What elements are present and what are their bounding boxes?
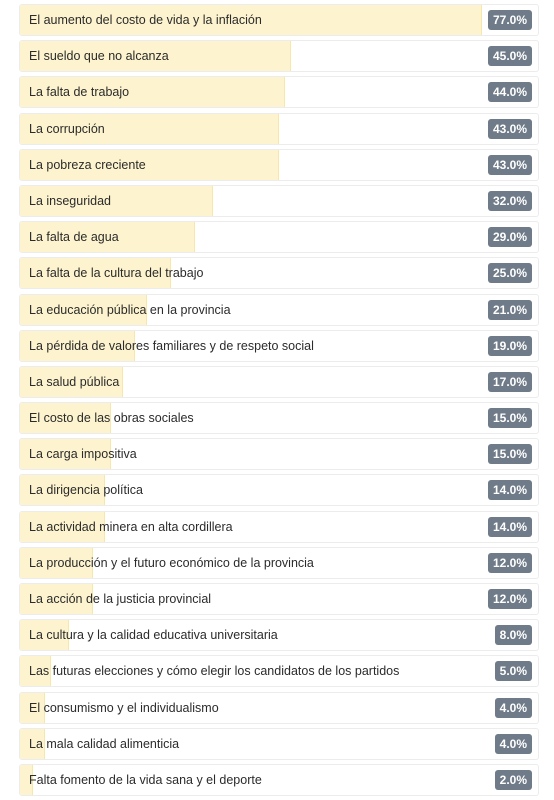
poll-results-list bbox=[19, 4, 539, 800]
result-row bbox=[19, 438, 539, 470]
percentage-badge: 12.0% bbox=[488, 589, 532, 609]
result-row bbox=[19, 294, 539, 326]
result-row bbox=[19, 149, 539, 181]
percentage-badge: 5.0% bbox=[495, 661, 532, 681]
result-label: La dirigencia política bbox=[29, 483, 143, 498]
percentage-badge: 25.0% bbox=[488, 263, 532, 283]
result-label: Las futuras elecciones y cómo elegir los candidatos de los partidos bbox=[29, 664, 400, 679]
percentage-badge: 43.0% bbox=[488, 155, 532, 175]
result-label: Falta fomento de la vida sana y el deporte bbox=[29, 772, 262, 787]
result-label: La mala calidad alimenticia bbox=[29, 736, 180, 751]
percentage-badge: 29.0% bbox=[488, 227, 532, 247]
result-row bbox=[19, 619, 539, 651]
percentage-badge: 21.0% bbox=[488, 300, 532, 320]
result-row bbox=[19, 692, 539, 724]
result-label: La actividad minera en alta cordillera bbox=[29, 519, 233, 534]
result-row bbox=[19, 402, 539, 434]
percentage-badge: 12.0% bbox=[488, 553, 532, 573]
result-label: La carga impositiva bbox=[29, 447, 137, 462]
result-row bbox=[19, 257, 539, 289]
result-row bbox=[19, 547, 539, 579]
percentage-badge: 4.0% bbox=[495, 698, 532, 718]
percentage-badge: 14.0% bbox=[488, 480, 532, 500]
result-label: El aumento del costo de vida y la inflación bbox=[29, 13, 262, 27]
result-row bbox=[19, 185, 539, 217]
result-label: La inseguridad bbox=[29, 193, 112, 208]
percentage-badge: 14.0% bbox=[488, 517, 532, 537]
percentage-badge: 2.0% bbox=[495, 770, 532, 790]
result-row bbox=[19, 113, 539, 145]
result-row bbox=[19, 655, 539, 687]
percentage-badge: 4.0% bbox=[495, 734, 532, 754]
result-label: La cultura y la calidad educativa universitaria bbox=[29, 628, 278, 643]
result-label: La falta de la cultura del trabajo bbox=[29, 266, 204, 281]
percentage-badge: 8.0% bbox=[495, 625, 532, 645]
percentage-badge: 77.0% bbox=[488, 10, 532, 30]
result-row bbox=[19, 221, 539, 253]
result-label: La producción y el futuro económico de la provincia bbox=[29, 555, 314, 570]
result-label: La falta de trabajo bbox=[29, 85, 130, 100]
percentage-badge: 15.0% bbox=[488, 444, 532, 464]
percentage-badge: 43.0% bbox=[488, 119, 532, 139]
result-label: La acción de la justicia provincial bbox=[29, 592, 212, 606]
percentage-badge: 15.0% bbox=[488, 408, 532, 428]
result-label: La pérdida de valores familiares y de respeto social bbox=[29, 338, 314, 353]
result-label: El sueldo que no alcanza bbox=[29, 49, 169, 64]
result-row bbox=[19, 511, 539, 543]
result-row bbox=[19, 583, 539, 615]
result-row bbox=[19, 474, 539, 506]
result-label: La falta de agua bbox=[29, 230, 119, 245]
result-row bbox=[19, 40, 539, 72]
result-row bbox=[19, 366, 539, 398]
result-row bbox=[19, 764, 539, 796]
percentage-badge: 44.0% bbox=[488, 82, 532, 102]
result-row bbox=[19, 76, 539, 108]
percentage-badge: 32.0% bbox=[488, 191, 532, 211]
percentage-badge: 17.0% bbox=[488, 372, 532, 392]
result-label: La educación pública en la provincia bbox=[29, 302, 231, 317]
result-label: La salud pública bbox=[29, 374, 120, 389]
result-label: El costo de las obras sociales bbox=[29, 411, 194, 426]
result-row bbox=[19, 728, 539, 760]
result-label: El consumismo y el individualismo bbox=[29, 700, 219, 715]
result-label: La corrupción bbox=[29, 121, 105, 136]
percentage-badge: 45.0% bbox=[488, 46, 532, 66]
result-label: La pobreza creciente bbox=[29, 157, 146, 172]
result-row bbox=[19, 4, 539, 36]
percentage-badge: 19.0% bbox=[488, 336, 532, 356]
result-row bbox=[19, 330, 539, 362]
